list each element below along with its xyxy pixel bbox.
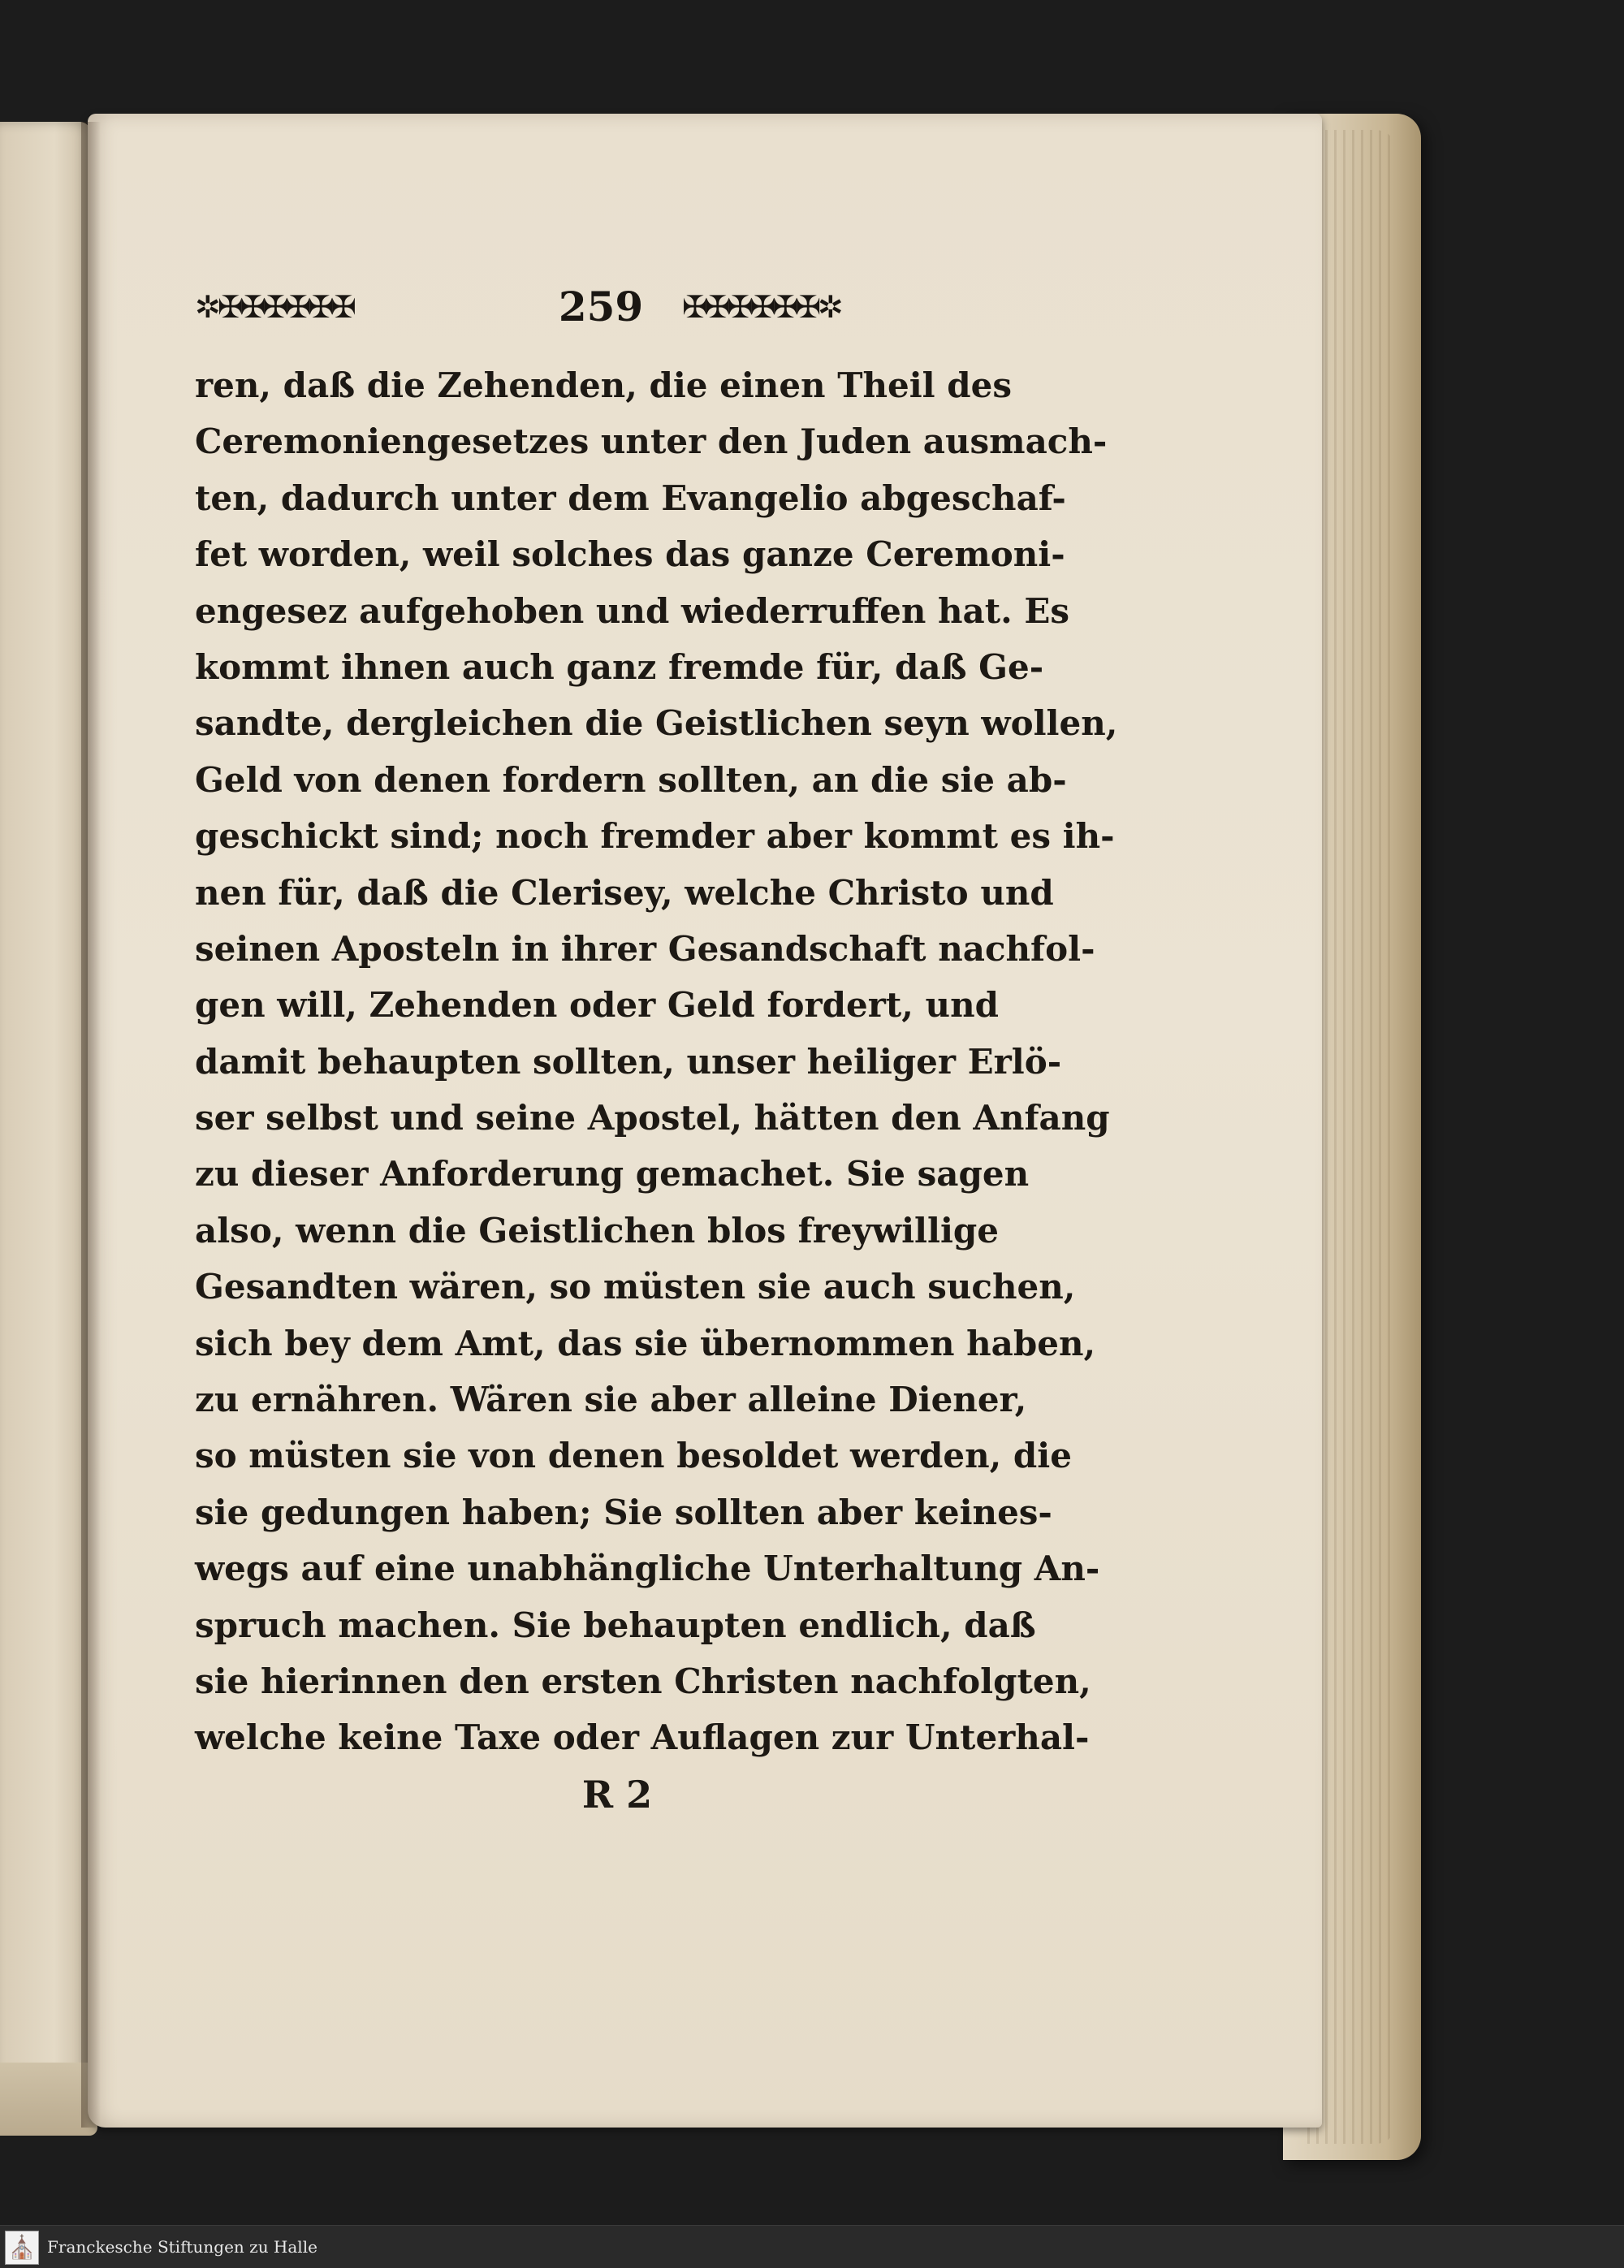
text-line: zu ernähren. Wären sie aber alleine Diener,: [195, 1380, 1027, 1420]
page-body-text: [195, 357, 1118, 1766]
left-page-edge: [0, 122, 91, 2136]
text-line: Ceremoniengesetzes unter den Juden ausmach-: [195, 421, 1108, 462]
ornament-left-glyphs: ✲✠✠✠✠✠✠: [195, 289, 353, 325]
text-line: also, wenn die Geistlichen blos freywillige: [195, 1210, 999, 1251]
text-line: geschickt sind; noch fremder aber kommt es ih-: [195, 816, 1115, 857]
text-line: seinen Aposteln in ihrer Gesandschaft nachfol-: [195, 928, 1095, 969]
text-line: nen für, daß die Clerisey, welche Christo und: [195, 872, 1054, 913]
text-line: sie hierinnen den ersten Christen nachfolgten,: [195, 1661, 1091, 1701]
text-line: spruch machen. Sie behaupten endlich, daß: [195, 1605, 1036, 1645]
text-line: Gesandten wären, so müsten sie auch suchen,: [195, 1267, 1076, 1307]
page-number: 259: [558, 283, 644, 330]
text-line: fet worden, weil solches das ganze Ceremoni-: [195, 534, 1065, 575]
text-line: welche keine Taxe oder Auflagen zur Unterhal-: [195, 1717, 1090, 1758]
text-line: zu dieser Anforderung gemachet. Sie sagen: [195, 1154, 1030, 1194]
signature-mark: R 2: [581, 1773, 653, 1817]
text-line: kommt ihnen auch ganz fremde für, daß Ge-: [195, 646, 1044, 687]
header-ornament-left: [195, 283, 495, 331]
footer-bar: [0, 2225, 1624, 2268]
page-header: [195, 283, 991, 331]
text-line: engesez aufgehoben und wiederruffen hat. Es: [195, 590, 1070, 631]
text-line: ren, daß die Zehenden, die einen Theil des: [195, 365, 1012, 405]
text-line: damit behaupten sollten, unser heiliger Erlö-: [195, 1041, 1062, 1082]
page-gutter-shadow: [81, 122, 101, 2128]
ornament-right-glyphs: ✠✠✠✠✠✠✲: [682, 289, 840, 325]
text-line: sich bey dem Amt, das sie übernommen haben,: [195, 1323, 1096, 1363]
text-line: gen will, Zehenden oder Geld fordert, und: [195, 985, 999, 1026]
text-line: wegs auf eine unabhängliche Unterhaltung An-: [195, 1549, 1100, 1589]
text-line: Geld von denen fordern sollten, an die sie ab-: [195, 759, 1067, 800]
institution-name[interactable]: Franckesche Stiftungen zu Halle: [47, 2237, 317, 2257]
text-line: ser selbst und seine Apostel, hätten den Anfang: [195, 1098, 1110, 1138]
text-line: sandte, dergleichen die Geistlichen seyn wollen,: [195, 703, 1118, 744]
text-line: so müsten sie von denen besoldet werden, die: [195, 1436, 1072, 1476]
institution-logo-icon[interactable]: ⛪: [5, 2231, 39, 2265]
text-line: sie gedungen haben; Sie sollten aber keines-: [195, 1492, 1052, 1532]
header-ornament-right: [682, 283, 991, 331]
text-line: ten, dadurch unter dem Evangelio abgeschaf-: [195, 477, 1066, 518]
